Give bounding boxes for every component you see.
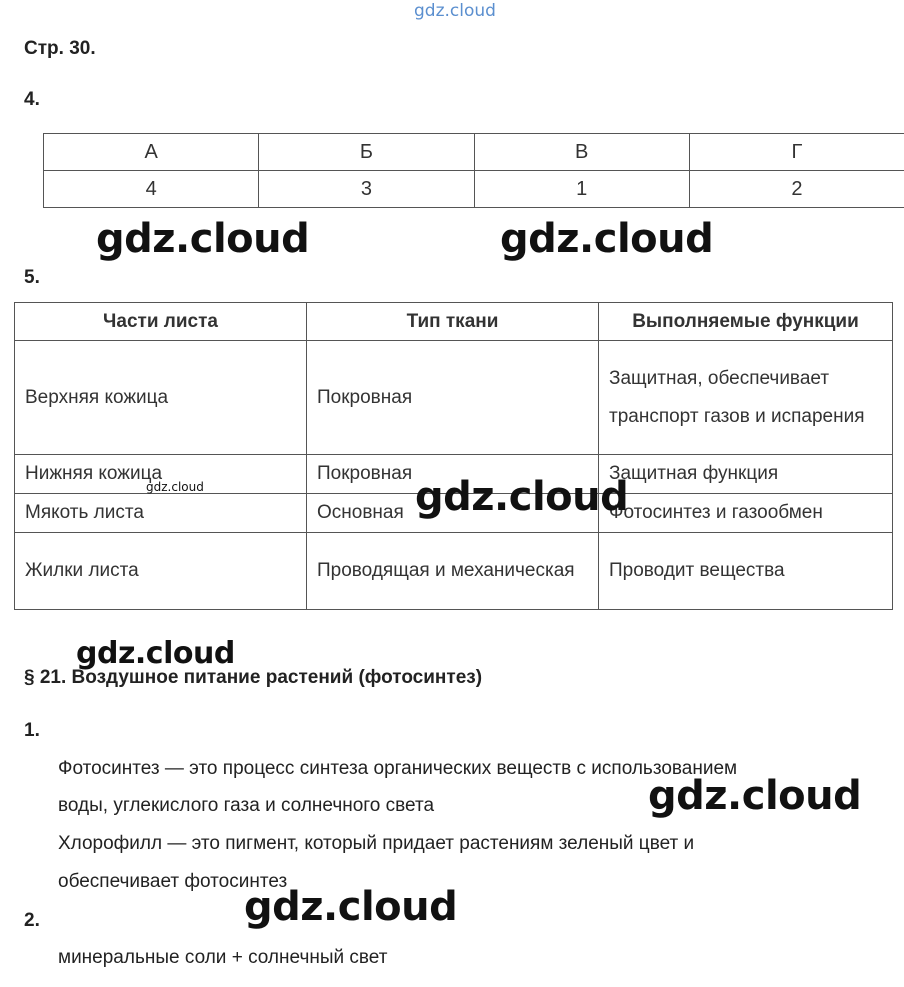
answer-line: Фотосинтез — это процесс синтеза органических веществ с использованием (58, 758, 738, 779)
table-cell: 2 (689, 171, 904, 208)
table-cell: Нижняя кожица (15, 455, 307, 494)
question-1-number: 1. (24, 720, 40, 741)
task-5-number: 5. (24, 267, 40, 288)
table-header-row (44, 134, 904, 171)
question-2-number: 2. (24, 910, 40, 931)
table-row (15, 533, 893, 610)
table-cell: В (474, 134, 689, 171)
table-cell: Верхняя кожица (15, 341, 307, 455)
table-row (15, 341, 893, 455)
section-title: § 21. Воздушное питание растений (фотосинтез) (24, 667, 483, 688)
table-cell: 1 (474, 171, 689, 208)
watermark: gdz.cloud (500, 216, 714, 262)
table-cell: Защитная функция (599, 455, 893, 494)
watermark: gdz.cloud (648, 773, 862, 819)
task-4-number: 4. (24, 89, 40, 110)
table-cell: 3 (259, 171, 474, 208)
table-row (44, 171, 904, 208)
table-cell: Покровная (307, 341, 599, 455)
watermark: gdz.cloud (244, 884, 458, 930)
table-cell: А (44, 134, 259, 171)
table-header-row (15, 303, 893, 341)
watermark: gdz.cloud (415, 474, 629, 520)
answer-line: воды, углекислого газа и солнечного света (58, 795, 435, 816)
task-4-table (43, 133, 904, 208)
table-cell: Мякоть листа (15, 494, 307, 533)
table-cell: Б (259, 134, 474, 171)
answer-line: минеральные соли + солнечный свет (58, 947, 388, 968)
table-cell: Жилки листа (15, 533, 307, 610)
table-cell: Покровная (307, 455, 599, 494)
watermark: gdz.cloud (96, 216, 310, 262)
column-header: Выполняемые функции (599, 303, 893, 341)
watermark-top: gdz.cloud (414, 1, 496, 21)
column-header: Тип ткани (307, 303, 599, 341)
watermark-small: gdz.cloud (146, 480, 204, 494)
table-cell: Защитная, обеспечивает транспорт газов и испарения (599, 341, 893, 455)
column-header: Части листа (15, 303, 307, 341)
answer-line: обеспечивает фотосинтез (58, 871, 288, 892)
table-cell: Проводит вещества (599, 533, 893, 610)
table-cell: Фотосинтез и газообмен (599, 494, 893, 533)
answer-line: Хлорофилл — это пигмент, который придает растениям зеленый цвет и (58, 833, 695, 854)
watermark: gdz.cloud (76, 636, 235, 671)
table-cell: Г (689, 134, 904, 171)
task-5-table (14, 302, 893, 610)
page-reference: Стр. 30. (24, 38, 96, 59)
table-cell: Основная (307, 494, 599, 533)
table-cell: 4 (44, 171, 259, 208)
table-cell: Проводящая и механическая (307, 533, 599, 610)
